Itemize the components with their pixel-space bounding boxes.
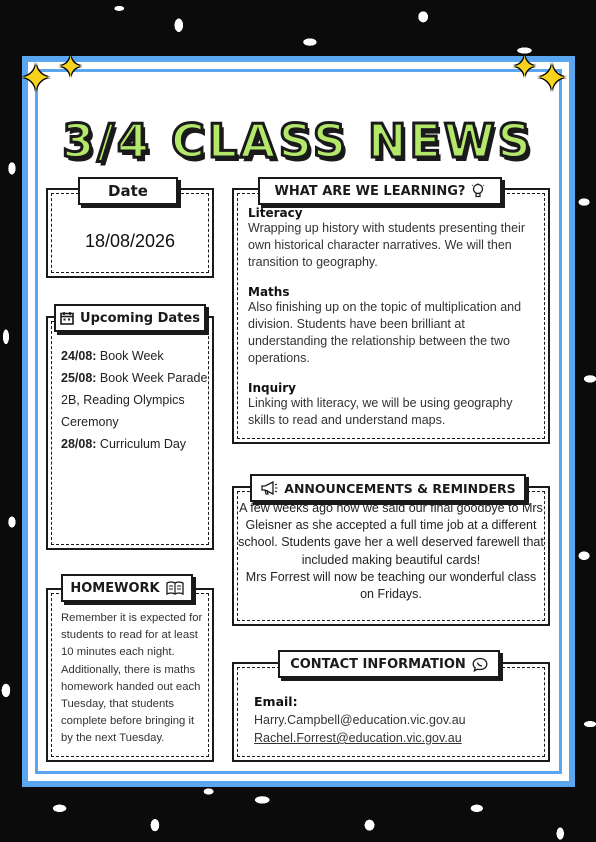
homework-heading: HOMEWORK [61, 574, 193, 602]
speech-bubble-icon [472, 657, 488, 672]
star-icon: ✦ [512, 50, 538, 85]
lightbulb-icon [471, 183, 485, 199]
learning-section-literacy: Literacy Wrapping up history with students presenting their own historical character narratives. We will then transition to geography. [248, 206, 526, 269]
homework-text: Remember it is expected for students to read for at least 10 minutes each night. Additionally, there is maths homework handed out each Tuesday, that students complete before bringing it by the next Tuesday. [61, 612, 203, 745]
star-icon: ✦ [536, 56, 568, 100]
list-item: 24/08: Book Week [61, 349, 164, 363]
announcements-text: A few weeks ago now we said our final goodbye to Mrs Gleisner as she accepted a full time job at a different school. Students gave her a well deserved farewell that included making beautiful cards! Mrs Forrest will now be teaching our wonderful class on Fridays. [238, 501, 544, 602]
megaphone-icon [260, 481, 278, 495]
learning-section-maths: Maths Also finishing up on the topic of multiplication and division. Students have been brilliant at understanding the relationship between the two operations. [248, 285, 522, 365]
email-label: Email: [254, 694, 298, 709]
learning-section-inquiry: Inquiry Linking with literacy, we will be using geography skills to read and understand maps. [248, 381, 513, 427]
notebook-icon [166, 581, 184, 595]
contact-heading: CONTACT INFORMATION [278, 650, 500, 678]
list-item: 28/08: Curriculum Day [61, 437, 187, 451]
star-icon: ✦ [20, 56, 52, 100]
email-link-rachel[interactable]: Rachel.Forrest@education.vic.gov.au [254, 731, 462, 745]
announcements-heading: ANNOUNCEMENTS & REMINDERS [250, 474, 526, 502]
email-link-harry[interactable]: Harry.Campbell@education.vic.gov.au [254, 713, 466, 727]
date-value: 18/08/2026 [84, 231, 176, 251]
upcoming-dates-heading: Upcoming Dates [54, 304, 206, 332]
upcoming-dates-list [61, 345, 209, 455]
contact-content [254, 694, 544, 747]
learning-heading: WHAT ARE WE LEARNING? [258, 177, 502, 205]
calendar-icon [60, 311, 74, 325]
date-heading: Date [78, 177, 178, 205]
list-item: 25/08: Book Week Parade 2B, Reading Olympics Ceremony [61, 371, 208, 429]
learning-content [248, 206, 538, 429]
page-title: 3/4 CLASS NEWS [62, 114, 534, 168]
star-icon: ✦ [58, 50, 84, 85]
